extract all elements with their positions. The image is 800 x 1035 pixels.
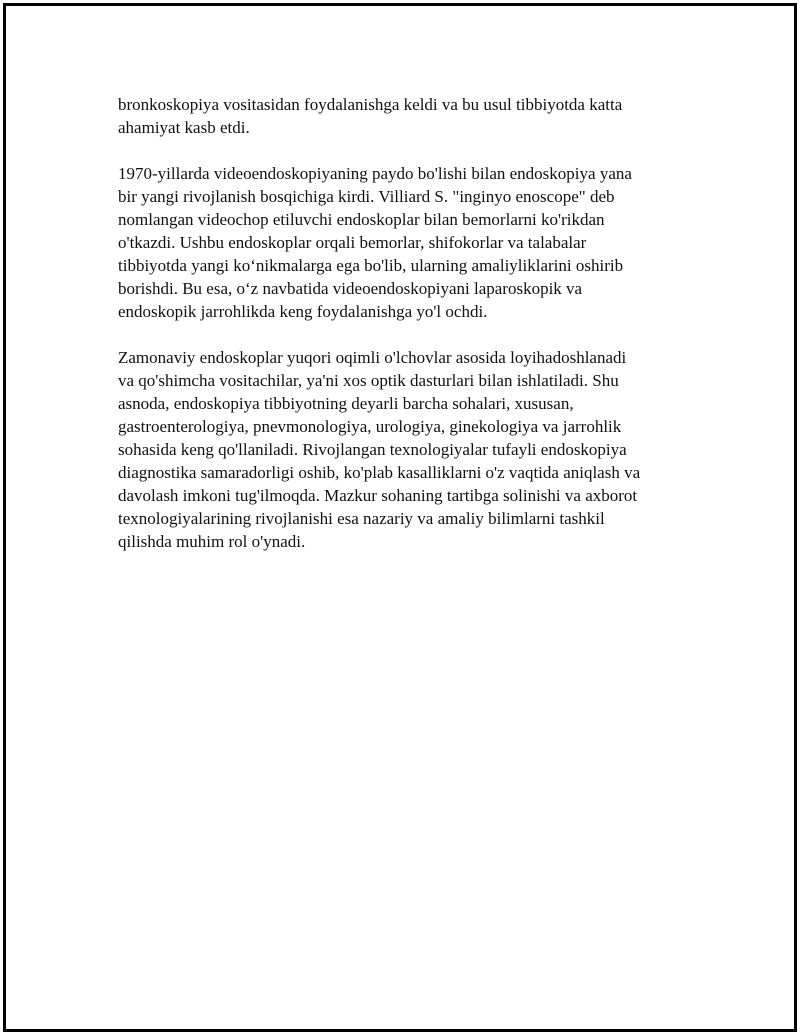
paragraph-modern-endoscopes: Zamonaviy endoskoplar yuqori oqimli o'lchovlar asosida loyihadoshlanadi va qo'shimcha vositachilar, ya'ni xos optik dasturlari bilan ishlatiladi. Shu asnoda, endoskopiya tibbiyotning deyarli barcha sohalari, xususan, gastroenterologiya, pnevmonologiya, urologiya, ginekologiya va jarrohlik sohasida keng qo'llaniladi. Rivojlangan texnologiyalar tufayli endoskopiya diagnostika samaradorligi oshib, ko'plab kasalliklarni o'z vaqtida aniqlash va davolash imkoni tug'ilmoqda. Mazkur sohaning tartibga solinishi va axborot texnologiyalarining rivojlanishi esa nazariy va amaliy bilimlarni tashkil qilishda muhim rol o'ynadi. <box>118 348 641 551</box>
document-body <box>118 93 688 576</box>
paragraph-bronchoscopy: bronkoskopiya vositasidan foydalanishga keldi va bu usul tibbiyotda katta ahamiyat kasb etdi. <box>118 95 623 137</box>
paragraph-videoendoscopy: 1970-yillarda videoendoskopiyaning paydo bo'lishi bilan endoskopiya yana bir yangi rivojlanish bosqichiga kirdi. Villiard S. "inginyo enoscope" deb nomlangan videochop etiluvchi endoskoplar bilan bemorlarni ko'rikdan o'tkazdi. Ushbu endoskoplar orqali bemorlar, shifokorlar va talabalar tibbiyotda yangi ko‘nikmalarga ega bo'lib, ularning amaliyliklarini oshirib borishdi. Bu esa, o‘z navbatida videoendoskopiyani laparoskopik va endoskopik jarrohlikda keng foydalanishga yo'l ochdi. <box>118 164 632 321</box>
